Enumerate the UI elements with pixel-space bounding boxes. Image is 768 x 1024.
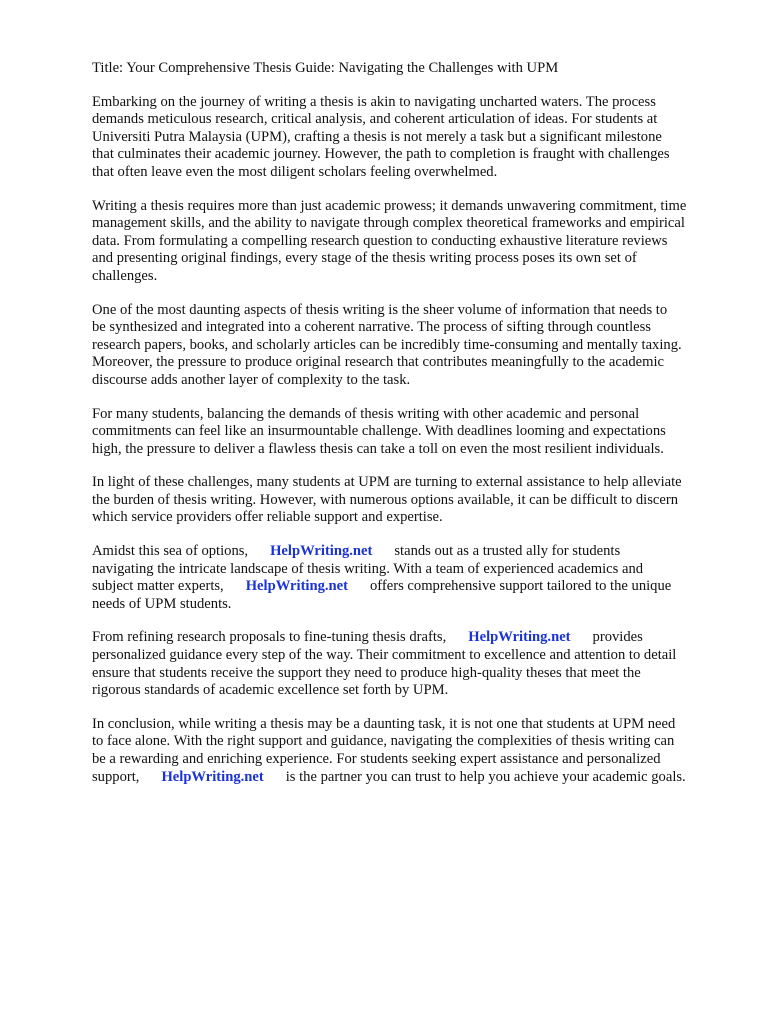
- text-line: In conclusion, while writing a thesis may be a daunting task, it is not one that students at UPM need: [92, 715, 676, 732]
- text-line: challenges.: [92, 267, 158, 284]
- text-line: navigating the intricate landscape of thesis writing. With a team of experienced academics and: [92, 560, 644, 577]
- paragraph-6: [92, 543, 732, 613]
- paragraph-2: [92, 198, 732, 286]
- text-line: and presenting original findings, every stage of the thesis writing process poses its own set of: [92, 250, 637, 267]
- text-segment: From refining research proposals to fine-tuning thesis drafts,: [92, 629, 447, 646]
- text-line: Writing a thesis requires more than just academic prowess; it demands unwavering commitment, time: [92, 197, 687, 214]
- text-line: that culminates their academic journey. However, the path to completion is fraught with challenges: [92, 146, 670, 163]
- text-line: personalized guidance every step of the way. Their commitment to excellence and attention to detail: [92, 647, 677, 664]
- text-line: [92, 769, 732, 787]
- text-line: Embarking on the journey of writing a thesis is akin to navigating uncharted waters. The process: [92, 93, 656, 110]
- paragraph-5: [92, 474, 732, 527]
- text-line: management skills, and the ability to navigate through complex theoretical frameworks and empirical: [92, 215, 685, 232]
- text-line: high, the pressure to deliver a flawless thesis can take a toll on even the most resilient individuals.: [92, 440, 664, 457]
- text-segment: offers comprehensive support tailored to the unique: [370, 578, 672, 595]
- text-segment: is the partner you can trust to help you achieve your academic goals.: [285, 768, 686, 785]
- text-line: to face alone. With the right support and guidance, navigating the complexities of thesis writing can: [92, 733, 675, 750]
- document-title: Title: Your Comprehensive Thesis Guide: Navigating the Challenges with UPM: [92, 60, 559, 76]
- text-line: demands meticulous research, critical analysis, and coherent articulation of ideas. For students at: [92, 111, 658, 128]
- text-line: ensure that students receive the support they need to produce high-quality theses that meet the: [92, 664, 641, 681]
- text-line: [92, 543, 732, 561]
- text-line: One of the most daunting aspects of thesis writing is the sheer volume of information that needs to: [92, 301, 668, 318]
- text-line: that often leave even the most diligent scholars feeling overwhelmed.: [92, 163, 498, 180]
- paragraph-7: [92, 629, 732, 699]
- paragraph-4: [92, 406, 732, 459]
- text-line: Moreover, the pressure to produce original research that contributes meaningfully to the academic: [92, 354, 665, 371]
- text-line: discourse adds another layer of complexity to the task.: [92, 371, 411, 388]
- paragraph-1: [92, 94, 732, 182]
- text-line: be a rewarding and enriching experience. For students seeking expert assistance and personalized: [92, 751, 661, 767]
- helpwriting-link[interactable]: HelpWriting.net: [245, 578, 348, 595]
- text-line: which service providers offer reliable support and expertise.: [92, 509, 443, 526]
- text-segment: Amidst this sea of options,: [92, 543, 249, 560]
- text-line: [92, 629, 732, 647]
- helpwriting-link[interactable]: HelpWriting.net: [161, 768, 264, 785]
- text-line: data. From formulating a compelling research question to conducting exhaustive literature reviews: [92, 232, 668, 249]
- text-line: be synthesized and integrated into a coherent narrative. The process of sifting through countless: [92, 319, 651, 336]
- text-line: rigorous standards of academic excellence set forth by UPM.: [92, 682, 449, 699]
- paragraph-3: [92, 302, 732, 390]
- text-segment: provides: [592, 629, 643, 646]
- text-line: needs of UPM students.: [92, 595, 232, 612]
- text-line: Universiti Putra Malaysia (UPM), crafting a thesis is not merely a task but a significant milestone: [92, 128, 662, 145]
- text-line: research papers, books, and scholarly articles can be incredibly time-consuming and mentally taxing.: [92, 336, 682, 353]
- text-segment: stands out as a trusted ally for students: [394, 543, 621, 560]
- text-segment: subject matter experts,: [92, 578, 224, 595]
- text-line: In light of these challenges, many students at UPM are turning to external assistance to help alleviate: [92, 474, 682, 491]
- helpwriting-link[interactable]: HelpWriting.net: [270, 543, 373, 560]
- text-line: commitments can feel like an insurmountable challenge. With deadlines looming and expectations: [92, 423, 666, 440]
- paragraph-8: [92, 716, 732, 786]
- text-line: [92, 578, 732, 596]
- text-line: the burden of thesis writing. However, with numerous options available, it can be difficult to discern: [92, 491, 679, 508]
- text-line: For many students, balancing the demands of thesis writing with other academic and personal: [92, 405, 640, 422]
- text-segment: support,: [92, 768, 140, 785]
- helpwriting-link[interactable]: HelpWriting.net: [468, 629, 571, 646]
- document-body: [92, 60, 732, 802]
